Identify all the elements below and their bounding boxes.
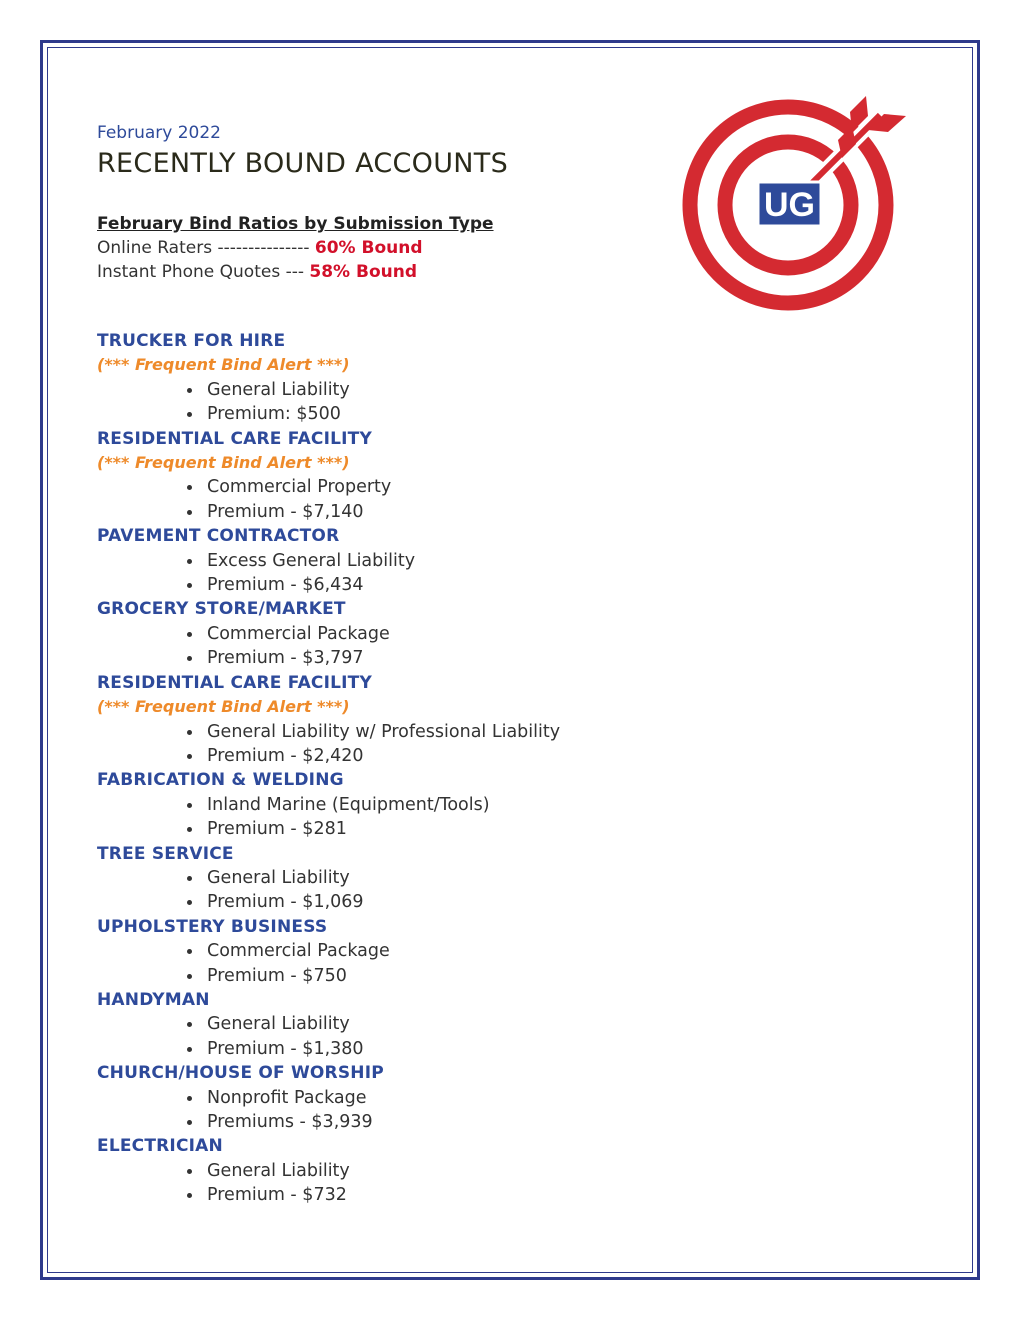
account-entry <box>97 597 937 670</box>
list-item <box>185 744 937 768</box>
list-item <box>185 866 937 890</box>
list-item-text: Premium - $281 <box>207 819 347 840</box>
list-item <box>185 964 937 988</box>
list-item <box>185 646 937 670</box>
list-item-text: Premium - $3,797 <box>207 648 364 669</box>
target-logo <box>680 90 915 315</box>
frequent-bind-alert: (*** Frequent Bind Alert ***) <box>97 453 350 473</box>
account-name: ELECTRICIAN <box>97 1136 223 1157</box>
account-items <box>97 378 937 427</box>
bullet-icon <box>187 1169 192 1174</box>
bullet-icon <box>187 1096 192 1101</box>
logo-text: UG <box>764 186 815 224</box>
list-item <box>185 622 937 646</box>
ratio-value: 58% Bound <box>309 262 418 282</box>
bullet-icon <box>187 803 192 808</box>
header <box>97 122 508 182</box>
bullet-icon <box>187 900 192 905</box>
frequent-bind-alert: (*** Frequent Bind Alert ***) <box>97 697 350 717</box>
list-item <box>185 793 937 817</box>
bullet-icon <box>187 388 192 393</box>
list-item-text: Commercial Package <box>207 623 390 644</box>
list-item-text: Inland Marine (Equipment/Tools) <box>207 794 490 815</box>
bullet-icon <box>187 656 192 661</box>
bullet-icon <box>187 583 192 588</box>
account-items <box>97 1159 937 1208</box>
account-entry <box>97 427 937 525</box>
list-item-text: Premium - $1,380 <box>207 1038 364 1059</box>
account-items <box>97 866 937 915</box>
bullet-icon <box>187 974 192 979</box>
bullet-icon <box>187 827 192 832</box>
account-name: HANDYMAN <box>97 989 210 1010</box>
account-items <box>97 1012 937 1061</box>
frequent-bind-alert: (*** Frequent Bind Alert ***) <box>97 355 350 375</box>
list-item <box>185 1012 937 1036</box>
list-item-text: General Liability w/ Professional Liability <box>207 721 561 742</box>
account-entry <box>97 842 937 915</box>
account-entry <box>97 1134 937 1207</box>
bullet-icon <box>187 632 192 637</box>
account-name: RESIDENTIAL CARE FACILITY <box>97 428 372 449</box>
list-item <box>185 500 937 524</box>
list-item-text: Excess General Liability <box>207 550 416 571</box>
account-name: PAVEMENT CONTRACTOR <box>97 526 340 547</box>
ratio-online-raters <box>97 236 494 260</box>
list-item <box>185 549 937 573</box>
account-items <box>97 475 937 524</box>
list-item-text: General Liability <box>207 1014 350 1035</box>
account-items <box>97 549 937 598</box>
account-items <box>97 1086 937 1135</box>
list-item <box>185 1086 937 1110</box>
target-icon <box>690 96 906 303</box>
bullet-icon <box>187 1022 192 1027</box>
bind-ratios-heading: February Bind Ratios by Submission Type <box>97 214 494 234</box>
account-entry <box>97 1061 937 1134</box>
list-item <box>185 1037 937 1061</box>
account-name: RESIDENTIAL CARE FACILITY <box>97 672 372 693</box>
account-entry <box>97 329 937 427</box>
list-item-text: Premium - $1,069 <box>207 892 364 913</box>
month-label: February 2022 <box>97 123 221 143</box>
account-name: FABRICATION & WELDING <box>97 770 344 791</box>
list-item <box>185 573 937 597</box>
list-item-text: Premium - $6,434 <box>207 575 364 596</box>
page-title: RECENTLY BOUND ACCOUNTS <box>97 148 509 179</box>
list-item-text: Premiums - $3,939 <box>207 1112 373 1132</box>
bullet-icon <box>187 510 192 515</box>
list-item <box>185 1110 937 1134</box>
bullet-icon <box>187 730 192 735</box>
list-item <box>185 939 937 963</box>
ratio-label: Instant Phone Quotes --- <box>97 262 310 282</box>
list-item <box>185 720 937 744</box>
account-name: TRUCKER FOR HIRE <box>97 331 286 351</box>
list-item-text: Nonprofit Package <box>207 1087 367 1108</box>
list-item <box>185 1183 937 1207</box>
account-items <box>97 720 937 769</box>
list-item <box>185 890 937 914</box>
account-entry <box>97 915 937 988</box>
bullet-icon <box>187 1193 192 1198</box>
list-item-text: Commercial Property <box>207 477 392 498</box>
list-item-text: Premium: $500 <box>207 404 341 425</box>
bullet-icon <box>187 754 192 759</box>
account-items <box>97 793 937 842</box>
list-item <box>185 378 937 402</box>
ratio-phone-quotes <box>97 260 494 284</box>
bind-ratios <box>97 212 494 284</box>
list-item-text: Premium - $732 <box>207 1185 347 1206</box>
account-entry <box>97 524 937 597</box>
bullet-icon <box>187 559 192 564</box>
account-items <box>97 939 937 988</box>
account-entry <box>97 988 937 1061</box>
list-item-text: Commercial Package <box>207 941 390 962</box>
list-item-text: General Liability <box>207 1160 350 1181</box>
account-items <box>97 622 937 671</box>
bullet-icon <box>187 876 192 881</box>
bullet-icon <box>187 1047 192 1052</box>
account-name: TREE SERVICE <box>97 843 234 864</box>
list-item <box>185 1159 937 1183</box>
list-item-text: Premium - $750 <box>207 965 347 986</box>
list-item-text: Premium - $7,140 <box>207 501 364 522</box>
account-name: CHURCH/HOUSE OF WORSHIP <box>97 1063 384 1084</box>
list-item <box>185 475 937 499</box>
account-name: UPHOLSTERY BUSINESS <box>97 916 328 937</box>
bullet-icon <box>187 949 192 954</box>
list-item-text: General Liability <box>207 867 350 888</box>
account-entry <box>97 768 937 841</box>
account-name: GROCERY STORE/MARKET <box>97 599 346 620</box>
list-item <box>185 402 937 426</box>
list-item-text: Premium - $2,420 <box>207 745 364 766</box>
bullet-icon <box>187 412 192 417</box>
list-item-text: General Liability <box>207 379 350 400</box>
account-entry <box>97 671 937 769</box>
ratio-value: 60% Bound <box>314 238 423 258</box>
bullet-icon <box>187 1120 192 1125</box>
ratio-label: Online Raters --------------- <box>97 238 315 258</box>
accounts-list <box>97 329 937 1208</box>
list-item <box>185 817 937 841</box>
bullet-icon <box>187 485 192 490</box>
